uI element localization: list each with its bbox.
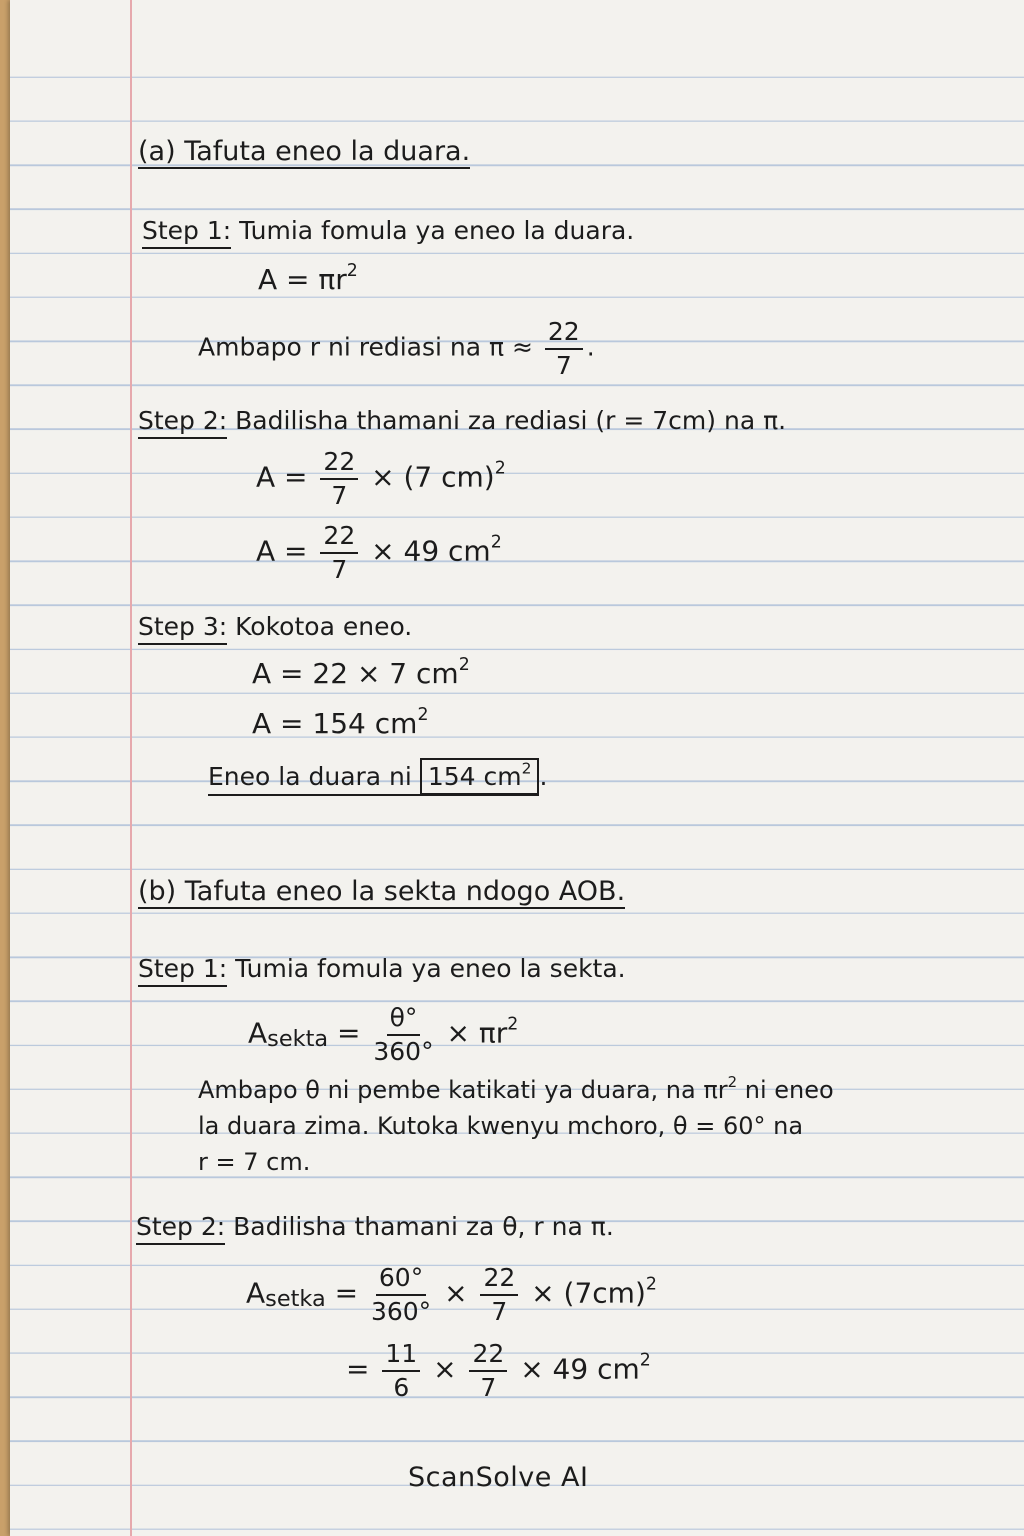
exponent: 2	[727, 1072, 738, 1091]
equals: =	[336, 1016, 361, 1050]
formula-text: A = πr	[258, 263, 347, 296]
explanation-text: ni eneo	[744, 1076, 834, 1104]
lhs: A =	[256, 534, 308, 568]
fraction-denominator: 6	[393, 1372, 410, 1402]
sector-substitution-line-2	[346, 1340, 651, 1401]
formula-subscript: sekta	[267, 1025, 329, 1052]
fraction-denominator: 360°	[370, 1296, 432, 1326]
fraction-numerator: 22	[469, 1340, 507, 1372]
fraction-numerator: 60°	[376, 1264, 426, 1296]
pi-fraction	[480, 1264, 518, 1325]
margin-line	[130, 0, 132, 1536]
fraction-denominator: 7	[555, 350, 572, 380]
fraction-denominator: 7	[480, 1372, 497, 1402]
fraction-numerator: 22	[545, 318, 583, 350]
calculation-line-2	[252, 704, 429, 740]
definition-text: Ambapo r ni rediasi na π ≈	[198, 332, 533, 362]
exponent: 2	[490, 532, 502, 553]
explanation-line-3: r = 7 cm.	[198, 1148, 311, 1176]
answer-box	[420, 758, 540, 795]
explanation-text: Ambapo θ ni pembe katikati ya duara, na πr	[198, 1076, 728, 1104]
formula-exponent: 2	[507, 1014, 519, 1035]
part-a-title: (a) Tafuta eneo la duara.	[138, 136, 471, 167]
rhs: × 49 cm	[371, 534, 491, 568]
calc-text: A = 154 cm	[252, 707, 418, 740]
exponent: 2	[639, 1350, 651, 1371]
notebook-page	[10, 0, 1024, 1536]
footer-brand: ScanSolve AI	[408, 1462, 589, 1493]
times: ×	[444, 1276, 468, 1310]
equals: =	[346, 1352, 370, 1386]
fraction-denominator: 360°	[373, 1036, 434, 1066]
step-label: Step 3:	[138, 612, 227, 645]
step-label: Step 1:	[138, 954, 227, 987]
exponent: 2	[645, 1274, 657, 1295]
part-b-step2	[136, 1214, 614, 1239]
substitution-line-1	[256, 448, 506, 509]
part-a-step1	[142, 218, 634, 243]
fraction-numerator: 22	[320, 448, 358, 480]
explanation-line-1	[198, 1072, 878, 1108]
fraction-numerator: 22	[320, 522, 358, 554]
calculation-line-1	[252, 654, 470, 690]
angle-fraction	[373, 1004, 433, 1065]
sector-substitution-line-1	[246, 1264, 657, 1325]
fraction	[320, 448, 358, 509]
part-b-step1	[138, 956, 626, 981]
lhs: A =	[256, 460, 308, 494]
exponent: 2	[417, 704, 429, 725]
step-text: Badilisha thamani za rediasi (r = 7cm) na π.	[235, 406, 787, 435]
step-label: Step 1:	[142, 216, 231, 249]
period: .	[539, 762, 548, 791]
formula-a: A	[246, 1276, 266, 1310]
formula-subscript: setka	[265, 1285, 326, 1312]
fraction-numerator: θ°	[387, 1004, 421, 1036]
rhs: × (7 cm)	[371, 460, 495, 494]
fraction-numerator: 11	[382, 1340, 420, 1372]
explanation-line-2: la duara zima. Kutoka kwenyu mchoro, θ = 60° na	[198, 1112, 804, 1140]
pi-definition	[198, 318, 595, 379]
calc-text: A = 22 × 7 cm	[252, 657, 459, 690]
fraction-numerator: 22	[480, 1264, 518, 1296]
formula-rhs: × πr	[446, 1016, 508, 1050]
answer-text: Eneo la duara ni	[208, 762, 412, 791]
fraction-denominator: 7	[331, 480, 348, 510]
rhs: × 49 cm	[520, 1352, 640, 1386]
formula-exponent: 2	[346, 260, 358, 281]
period: .	[586, 332, 595, 362]
fraction-denominator: 7	[491, 1296, 508, 1326]
step-text: Tumia fomula ya eneo la duara.	[239, 216, 635, 245]
step-label: Step 2:	[136, 1212, 225, 1245]
step-text: Kokotoa eneo.	[235, 612, 413, 641]
pi-fraction	[545, 318, 583, 379]
exponent: 2	[494, 458, 506, 479]
step-label: Step 2:	[138, 406, 227, 439]
sector-formula	[248, 1004, 518, 1065]
answer-value: 154 cm	[427, 762, 522, 791]
step-text: Tumia fomula ya eneo la sekta.	[235, 954, 626, 983]
part-a-step3	[138, 614, 412, 639]
pi-fraction	[469, 1340, 507, 1401]
fraction-denominator: 7	[331, 554, 348, 584]
angle-fraction	[371, 1264, 431, 1325]
equals: =	[334, 1276, 359, 1310]
times: ×	[433, 1352, 457, 1386]
answer-sentence	[208, 759, 539, 796]
exponent: 2	[458, 654, 470, 675]
answer-line	[208, 759, 548, 791]
substitution-line-2	[256, 522, 502, 583]
rhs: × (7cm)	[531, 1276, 646, 1310]
sector-explanation	[198, 1072, 878, 1180]
simplified-fraction	[382, 1340, 420, 1401]
part-b-title: (b) Tafuta eneo la sekta ndogo AOB.	[138, 876, 626, 907]
part-a-step2	[138, 408, 786, 433]
answer-exponent: 2	[521, 759, 532, 778]
fraction	[320, 522, 358, 583]
area-formula	[258, 260, 358, 296]
formula-a: A	[248, 1016, 268, 1050]
step-text: Badilisha thamani za θ, r na π.	[233, 1212, 614, 1241]
